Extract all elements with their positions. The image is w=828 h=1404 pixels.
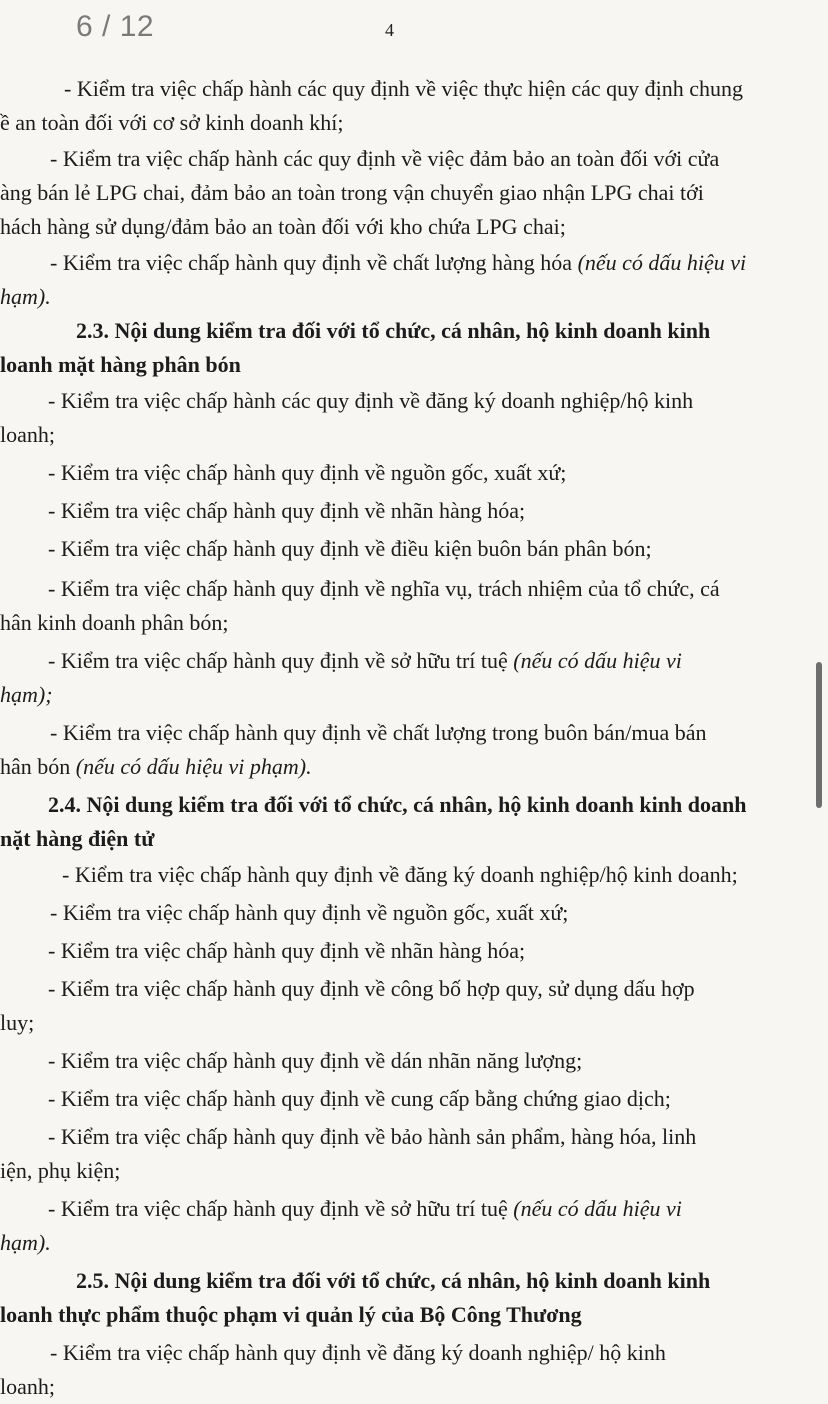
text-line: hạm);: [0, 682, 53, 707]
text-line: - Kiểm tra việc chấp hành quy định về chất lượng hàng hóa (nếu có dấu hiệu vi: [50, 250, 747, 275]
text-line: iện, phụ kiện;: [0, 1158, 121, 1183]
document-page-number: 4: [385, 20, 394, 40]
text-line: - Kiểm tra việc chấp hành quy định về điều kiện buôn bán phân bón;: [48, 536, 652, 561]
text-line: - Kiểm tra việc chấp hành quy định về công bố hợp quy, sử dụng dấu hợp: [48, 976, 695, 1001]
text-line: hách hàng sử dụng/đảm bảo an toàn đối với kho chứa LPG chai;: [0, 214, 566, 239]
text-line: - Kiểm tra việc chấp hành quy định về chất lượng trong buôn bán/mua bán: [50, 720, 707, 745]
text-line: luy;: [0, 1010, 35, 1035]
text-line: loanh;: [0, 422, 55, 447]
section-heading: loanh mặt hàng phân bón: [0, 352, 241, 377]
text-line: àng bán lẻ LPG chai, đảm bảo an toàn trong vận chuyển giao nhận LPG chai tới: [0, 180, 704, 205]
text-line: hạm).: [0, 284, 51, 309]
text-line: hân kinh doanh phân bón;: [0, 610, 229, 635]
text-line: - Kiểm tra việc chấp hành các quy định về việc đảm bảo an toàn đối với cửa: [50, 146, 720, 171]
text-line: - Kiểm tra việc chấp hành các quy định về đăng ký doanh nghiệp/hộ kinh: [48, 388, 694, 413]
text-line: - Kiểm tra việc chấp hành quy định về nguồn gốc, xuất xứ;: [50, 900, 569, 925]
text-line: - Kiểm tra việc chấp hành quy định về sở hữu trí tuệ (nếu có dấu hiệu vi: [48, 1196, 682, 1221]
text-line: - Kiểm tra việc chấp hành quy định về nguồn gốc, xuất xứ;: [48, 460, 567, 485]
text-line: - Kiểm tra việc chấp hành quy định về nhãn hàng hóa;: [48, 498, 526, 523]
text-line: hân bón (nếu có dấu hiệu vi phạm).: [0, 754, 312, 779]
page-indicator: 6 / 12: [76, 10, 155, 43]
text-line: - Kiểm tra việc chấp hành quy định về dán nhãn năng lượng;: [48, 1048, 583, 1073]
text-line: loanh;: [0, 1374, 55, 1399]
text-line: - Kiểm tra việc chấp hành quy định về bảo hành sản phẩm, hàng hóa, linh: [48, 1124, 697, 1149]
scrollbar-thumb[interactable]: [816, 662, 822, 808]
text-line: ề an toàn đối với cơ sở kinh doanh khí;: [0, 110, 344, 135]
viewer-header: [0, 0, 828, 60]
section-heading: 2.4. Nội dung kiểm tra đối với tổ chức, cá nhân, hộ kinh doanh kinh doanh: [48, 792, 747, 817]
section-heading: loanh thực phẩm thuộc phạm vi quản lý của Bộ Công Thương: [0, 1302, 582, 1327]
text-line: - Kiểm tra việc chấp hành quy định về sở hữu trí tuệ (nếu có dấu hiệu vi: [48, 648, 682, 673]
text-line: - Kiểm tra việc chấp hành quy định về đăng ký doanh nghiệp/ hộ kinh: [50, 1340, 666, 1365]
section-heading: nặt hàng điện tử: [0, 826, 155, 851]
text-line: - Kiểm tra việc chấp hành các quy định về việc thực hiện các quy định chung: [64, 76, 744, 101]
text-line: - Kiểm tra việc chấp hành quy định về cung cấp bằng chứng giao dịch;: [48, 1086, 671, 1111]
section-heading: 2.3. Nội dung kiểm tra đối với tổ chức, cá nhân, hộ kinh doanh kinh: [76, 318, 711, 343]
text-line: hạm).: [0, 1230, 51, 1255]
section-heading: 2.5. Nội dung kiểm tra đối với tổ chức, cá nhân, hộ kinh doanh kinh: [76, 1268, 711, 1293]
text-line: - Kiểm tra việc chấp hành quy định về nghĩa vụ, trách nhiệm của tổ chức, cá: [48, 576, 720, 601]
text-line: - Kiểm tra việc chấp hành quy định về nhãn hàng hóa;: [48, 938, 526, 963]
text-line: - Kiểm tra việc chấp hành quy định về đăng ký doanh nghiệp/hộ kinh doanh;: [62, 862, 738, 887]
